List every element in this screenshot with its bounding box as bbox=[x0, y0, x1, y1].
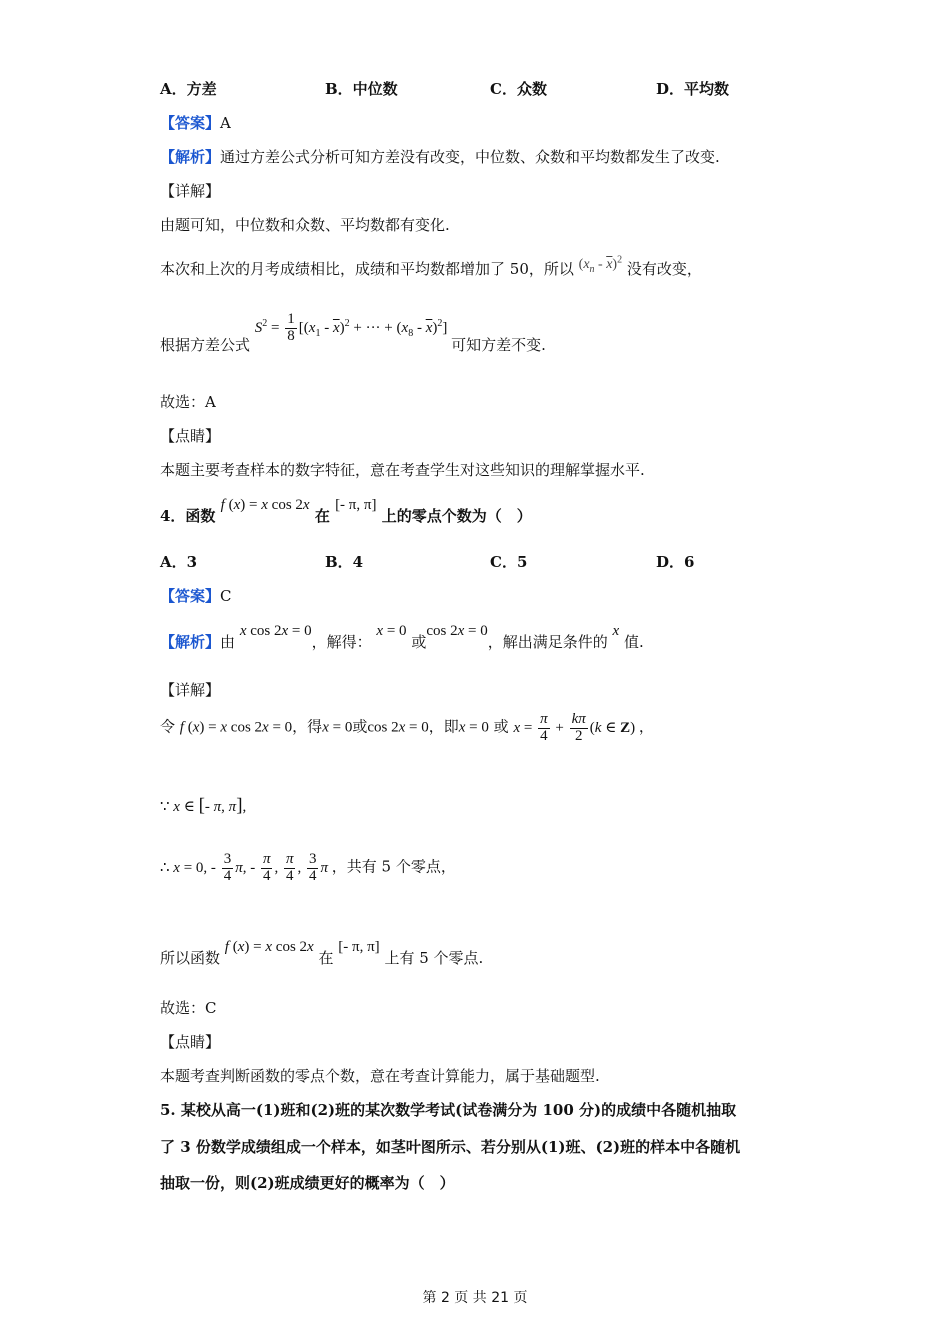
interval-expr: [- π, π] bbox=[338, 939, 380, 955]
text: 由 bbox=[220, 633, 236, 651]
q4-option-c: C．5 bbox=[490, 553, 528, 571]
analysis-tag: 【解析】 bbox=[160, 633, 221, 651]
page-footer: 第 2 页 共 21 页 bbox=[422, 1290, 528, 1306]
text: ，共有 5 个零点， bbox=[331, 857, 456, 876]
q3-option-d: D．平均数 bbox=[656, 80, 730, 98]
math-expr: x bbox=[612, 623, 620, 639]
text: 所以函数 bbox=[160, 949, 221, 967]
text: 或 bbox=[493, 717, 509, 736]
q4-stem bbox=[160, 493, 532, 525]
q4-detail-3 bbox=[160, 852, 456, 885]
math-expr: cos 2x = 0 bbox=[367, 719, 429, 736]
text: 根据方差公式 bbox=[160, 335, 251, 354]
answer-tag: 【答案】 bbox=[160, 114, 221, 132]
math-expr: cos 2x = 0 bbox=[426, 623, 488, 639]
q3-option-c: C．众数 bbox=[490, 80, 547, 98]
q4-analysis bbox=[160, 619, 644, 651]
q3-choose: 故选：A bbox=[160, 393, 216, 411]
text: 令 bbox=[160, 717, 176, 736]
math-expr: x = 0 bbox=[322, 719, 353, 736]
text: 值. bbox=[624, 633, 644, 651]
q5-line-3: 抽取一份，则(2)班成绩更好的概率为（ ） bbox=[160, 1174, 455, 1192]
text: ， bbox=[638, 717, 654, 736]
math-expr: x cos 2x = 0 bbox=[239, 623, 312, 639]
q3-detail-1: 由题可知，中位数和众数、平均数都有变化. bbox=[160, 216, 450, 234]
math-expr: x = 0 bbox=[458, 719, 489, 736]
q4-detail-1 bbox=[160, 712, 654, 745]
variance-formula: $S^2$ = $\frac{1}{8}$ [$(x_1 - \overline{x})^2$ + ··· + $(x_8 - \overline{x})^2$] bbox=[254, 311, 452, 344]
q3-detail-2 bbox=[160, 254, 702, 281]
q3-detail-tag: 【详解】 bbox=[160, 182, 221, 200]
q3-option-b: B．中位数 bbox=[325, 80, 398, 98]
q4-option-d: D．6 bbox=[656, 553, 695, 571]
q4-option-b: B．4 bbox=[325, 553, 364, 571]
q5-line-1: 5. 某校从高一(1)班和(2)班的某次数学考试(试卷满分为 100 分)的成绩中各随机抽取 bbox=[160, 1101, 737, 1119]
q4-detail-4 bbox=[160, 935, 484, 967]
analysis-tag: 【解析】 bbox=[160, 148, 221, 166]
text: 或 bbox=[352, 717, 368, 736]
text: 在 bbox=[318, 949, 334, 967]
q3-comment: 本题主要考查样本的数字特征，意在考查学生对这些知识的理解掌握水平. bbox=[160, 461, 645, 479]
general-solution: x = $\frac{\pi}{4}$ + $\frac{k\pi}{2}$ (k ∈ Z) bbox=[513, 711, 639, 744]
function-expr: f (x) = x cos 2x bbox=[220, 497, 310, 513]
q4-comment-tag: 【点睛】 bbox=[160, 1033, 221, 1051]
text: 可知方差不变. bbox=[451, 335, 546, 354]
text: 4．函数 bbox=[160, 507, 216, 525]
q4-choose: 故选：C bbox=[160, 999, 217, 1017]
q3-comment-tag: 【点睛】 bbox=[160, 427, 221, 445]
q3-analysis bbox=[160, 146, 720, 167]
zeros-list: ∴ x = 0, - $\frac{3}{4}$ π, - $\frac{\pi}{4}$ , $\frac{\pi}{4}$ , $\frac{3}{4}$ π bbox=[160, 851, 328, 884]
interval-expr: [- π, π] bbox=[335, 497, 377, 513]
text: 上的零点个数为（ ） bbox=[381, 507, 532, 525]
text: ，即 bbox=[428, 717, 459, 736]
text: 或 bbox=[411, 633, 427, 651]
text: ，得 bbox=[292, 717, 323, 736]
q4-option-a: A．3 bbox=[160, 553, 198, 571]
answer-value: A bbox=[220, 114, 231, 132]
math-expr: x = 0 bbox=[376, 623, 407, 639]
math-expr: f (x) = x cos 2x = 0 bbox=[179, 719, 293, 736]
deviation-formula: $(x_n - \overline{x})^2$ bbox=[578, 254, 623, 275]
text: 上有 5 个零点. bbox=[384, 949, 484, 967]
q3-option-a: A．方差 bbox=[160, 80, 217, 98]
text: 在 bbox=[314, 507, 330, 525]
q4-comment: 本题考查判断函数的零点个数，意在考查计算能力，属于基础题型. bbox=[160, 1067, 600, 1085]
q5-line-2: 了 3 份数学成绩组成一个样本，如茎叶图所示、若分别从(1)班、(2)班的样本中各随机 bbox=[160, 1138, 741, 1156]
analysis-text: 通过方差公式分析可知方差没有改变，中位数、众数和平均数都发生了改变. bbox=[220, 148, 720, 166]
answer-value: C bbox=[220, 587, 232, 605]
q3-detail-3 bbox=[160, 311, 546, 354]
text: 本次和上次的月考成绩相比，成绩和平均数都增加了 50，所以 bbox=[160, 260, 574, 278]
answer-tag: 【答案】 bbox=[160, 587, 221, 605]
q3-answer bbox=[160, 112, 231, 133]
text: 没有改变， bbox=[626, 260, 702, 278]
function-expr: f (x) = x cos 2x bbox=[224, 939, 314, 955]
q4-detail-tag: 【详解】 bbox=[160, 681, 221, 699]
q4-answer bbox=[160, 585, 232, 606]
q4-detail-2: ∵ x ∈ [- π, π], bbox=[160, 795, 247, 816]
text: ，解出满足条件的 bbox=[487, 633, 608, 651]
text: ，解得： bbox=[311, 633, 372, 651]
